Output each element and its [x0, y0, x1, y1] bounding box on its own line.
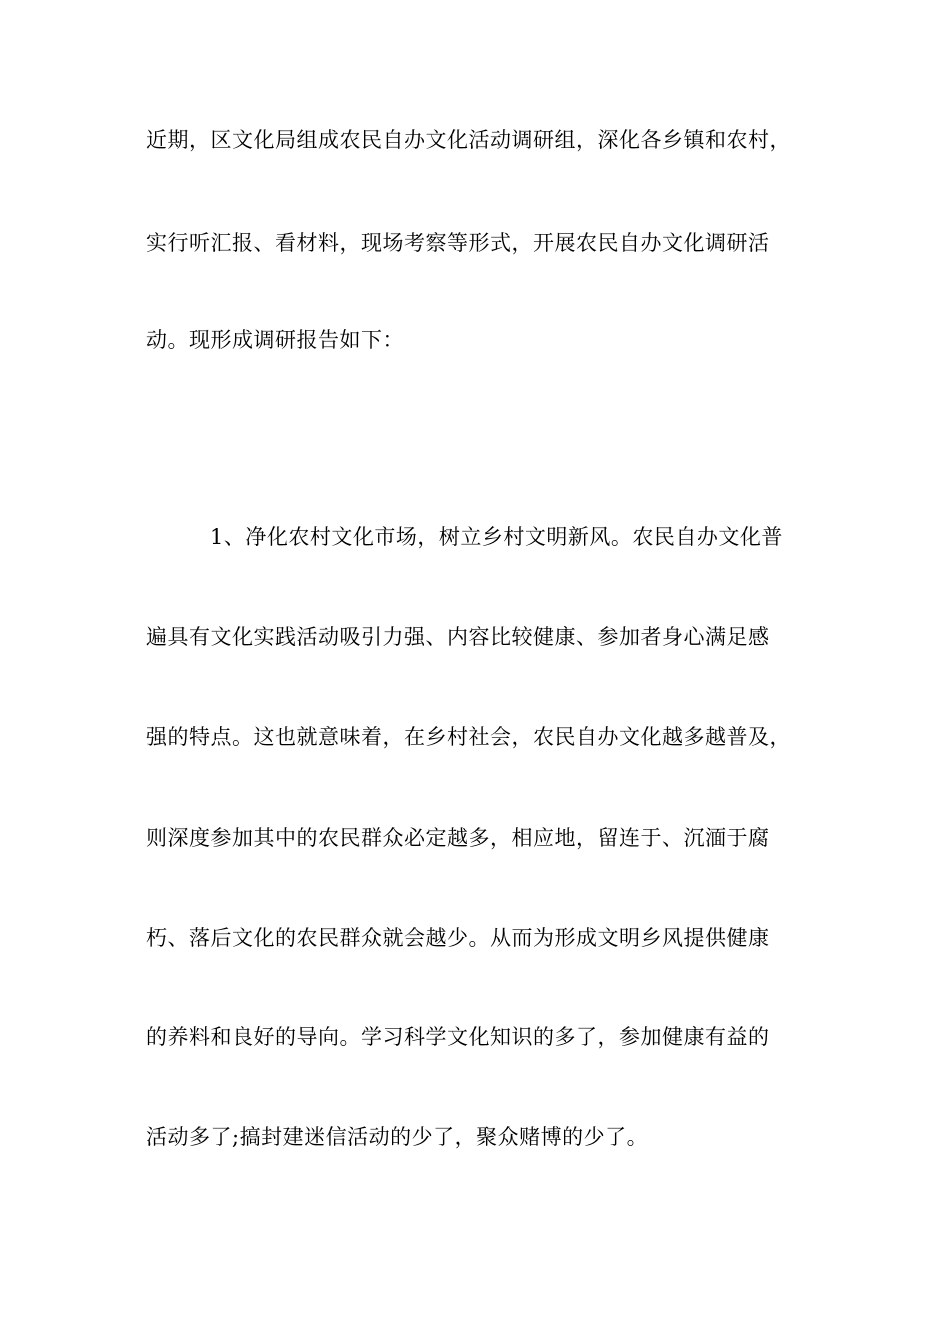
- text-line: 活动多了;搞封建迷信活动的少了，聚众赌博的少了。: [146, 1125, 649, 1149]
- text-line: 的养料和良好的导向。学习科学文化知识的多了，参加健康有益的: [146, 1025, 770, 1049]
- text-line: 动。现形成调研报告如下：: [146, 328, 404, 352]
- text-line: 强的特点。这也就意味着，在乡村社会，农民自办文化越多越普及，: [146, 725, 791, 749]
- text-line: 遍具有文化实践活动吸引力强、内容比较健康、参加者身心满足感: [146, 625, 770, 649]
- text-line: 近期，区文化局组成农民自办文化活动调研组，深化各乡镇和农村，: [146, 128, 791, 152]
- text-line: 实行听汇报、看材料，现场考察等形式，开展农民自办文化调研活: [146, 231, 770, 255]
- text-line: 则深度参加其中的农民群众必定越多，相应地，留连于、沉湎于腐: [146, 826, 770, 850]
- text-line: 1、净化农村文化市场，树立乡村文明新风。农民自办文化普: [210, 525, 783, 549]
- text-line: 朽、落后文化的农民群众就会越少。从而为形成文明乡风提供健康: [146, 926, 770, 950]
